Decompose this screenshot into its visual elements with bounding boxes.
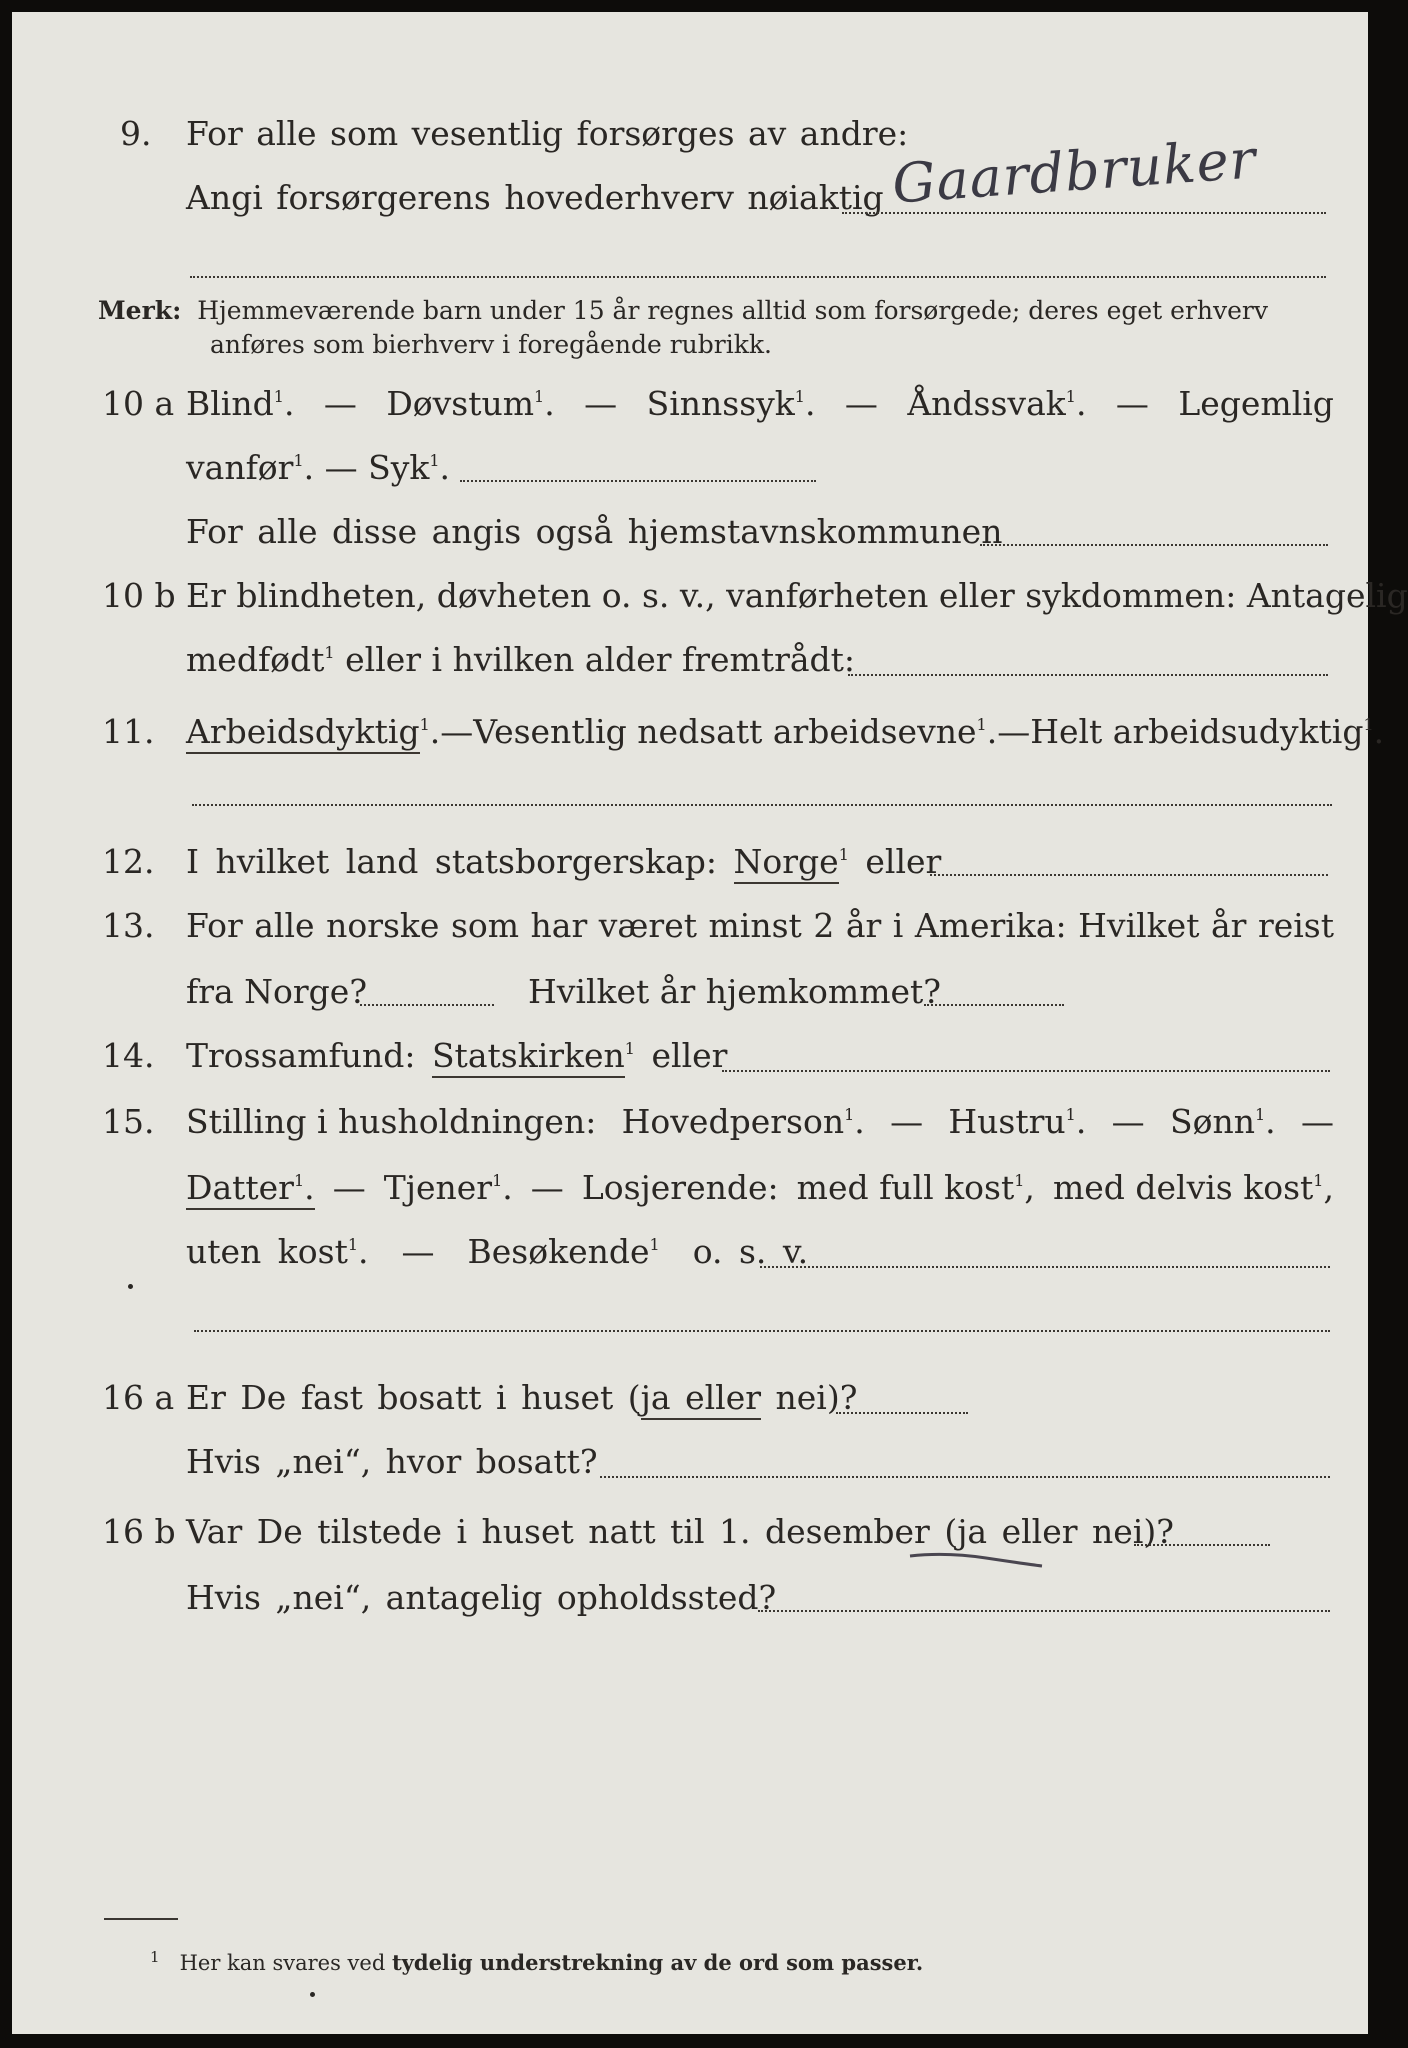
q12-eller: eller	[865, 842, 942, 881]
merk-label: Merk:	[98, 296, 182, 325]
footnote-mark: 1	[534, 387, 545, 406]
hovedperson-label: Hovedperson	[621, 1102, 845, 1141]
q15-stilling: Stilling i husholdningen:	[186, 1102, 597, 1141]
delviskost-label: med delvis kost	[1052, 1168, 1314, 1207]
footnote-mark: 1	[844, 1105, 855, 1124]
medfodt-label: medfødt	[186, 640, 325, 679]
q10b-line2	[186, 640, 855, 680]
q11-opt1: Arbeidsdyktig$^1$.	[186, 712, 440, 752]
tjener-label: Tjener	[383, 1168, 493, 1207]
q16b-pencil-underline	[906, 1548, 1046, 1574]
syk-label: Syk	[368, 448, 430, 487]
q15-datter	[186, 1168, 315, 1208]
q10a-andssvak: Åndssvak$^1$.	[907, 384, 1087, 423]
norge-underlined: Norge	[734, 842, 839, 884]
footnote-mark: 1	[1014, 1171, 1025, 1190]
merk-note-line2: anføres som bierhverv i foregående rubrikk.	[210, 330, 772, 359]
q10a-syk-answer-line	[460, 480, 816, 482]
dash: —	[1300, 1102, 1334, 1141]
ink-speck	[128, 1284, 133, 1289]
dash: —	[332, 1168, 366, 1207]
blind-label: Blind	[186, 384, 274, 423]
q15-line1	[186, 1102, 1334, 1142]
q10b-line1: Er blindheten, døvheten o. s. v., vanførheten eller sykdommen: Antagelig	[186, 576, 1408, 615]
footnote-mark: 1	[794, 387, 805, 406]
q9-handwritten-answer: Gaardbruker	[890, 127, 1259, 216]
dash: —	[997, 712, 1031, 751]
q13-hjemkommet-answer-line	[924, 1004, 1064, 1006]
dash: —	[323, 384, 357, 423]
q10a-dovstum: Døvstum$^1$.	[386, 384, 555, 423]
footnote-mark: 1	[492, 1171, 503, 1190]
dash: —	[1115, 384, 1149, 423]
q15-answer-line	[760, 1266, 1330, 1268]
udyktig-label: Helt arbeidsudyktig	[1030, 712, 1364, 751]
q10b-number: 10 b	[102, 576, 176, 615]
q11-opt3: Helt arbeidsudyktig$^1$.	[1030, 712, 1385, 751]
q16a-text: Er De fast bosatt i huset (	[186, 1378, 641, 1417]
q15-number: 15.	[102, 1102, 155, 1141]
merk-text-1: Hjemmeværende barn under 15 år regnes alltid som forsørgede; deres eget erhverv	[197, 296, 1268, 325]
fullkost-label: med full kost	[796, 1168, 1015, 1207]
q16a-bosatt-answer-line	[600, 1476, 1330, 1478]
q9-extra-line	[190, 276, 1326, 278]
footnote-bold: tydelig understrekning av de ord som passer.	[391, 1950, 924, 1975]
q10a-line1	[186, 384, 1334, 424]
statskirken-underlined: Statskirken	[432, 1036, 625, 1078]
q15-extra-line	[194, 1330, 1330, 1332]
q14-number: 14.	[102, 1036, 155, 1075]
q16a-answer-line	[836, 1412, 968, 1414]
dash: —	[1111, 1102, 1145, 1141]
q15-hustru: Hustru$^1$.	[948, 1102, 1087, 1141]
dash: —	[844, 384, 878, 423]
dash: —	[401, 1232, 435, 1271]
footnote-mark: 1	[347, 1235, 359, 1254]
q16b-answer-line	[1134, 1544, 1270, 1546]
ja-eller-underlined	[641, 1378, 761, 1420]
q10a-line2: vanfør$^1$. — Syk$^1$.	[186, 448, 451, 487]
footnote-mark: 1	[649, 1235, 660, 1254]
andssvak-label: Åndssvak	[907, 384, 1066, 423]
datter-underlined: Datter$^1$.	[186, 1168, 315, 1210]
q10a-line3: For alle disse angis også hjemstavnskommunen	[186, 512, 1003, 551]
osv-label: o. s. v.	[692, 1232, 809, 1271]
ja-label: ja	[640, 1378, 671, 1417]
ink-speck	[310, 1992, 315, 1997]
footnote-mark: 1	[1065, 387, 1076, 406]
q9-line1: For alle som vesentlig forsørges av andre:	[186, 114, 909, 153]
arbeidsdyktig-underlined: Arbeidsdyktig	[186, 712, 420, 754]
footnote-rule	[104, 1918, 178, 1920]
q14-eller: eller	[651, 1036, 728, 1075]
q12-line	[186, 842, 941, 882]
footnote-mark: 1	[838, 845, 849, 864]
q13-number: 13.	[102, 906, 155, 945]
q10a-kommune-answer-line	[980, 544, 1328, 546]
merk-note-line1	[98, 294, 1268, 328]
q15-hovedperson: Hovedperson$^1$.	[621, 1102, 865, 1141]
nedsatt-label: Vesentlig nedsatt arbeidsevne	[473, 712, 977, 751]
q9-number: 9.	[120, 114, 152, 153]
footnote-lead: Her kan svares ved	[179, 1951, 386, 1975]
q13-line1: For alle norske som har været minst 2 år i Amerika: Hvilket år reist	[186, 906, 1334, 945]
sinnssyk-label: Sinnssyk	[646, 384, 795, 423]
q13-line2b: Hvilket år hjemkommet?	[528, 972, 941, 1011]
footnote-mark: 1	[293, 451, 304, 470]
q15-tjener: Tjener$^1$.	[383, 1168, 513, 1207]
footnote-number: 1	[150, 1948, 160, 1966]
losjerende-label: Losjerende:	[581, 1168, 779, 1207]
footnote-mark: 1	[1065, 1105, 1076, 1124]
sonn-label: Sønn	[1169, 1102, 1255, 1141]
q13-line2a: fra Norge?	[186, 972, 368, 1011]
q16b-line2: Hvis „nei“, antagelig opholdssted?	[186, 1578, 777, 1617]
footnote-mark: 1	[429, 451, 440, 470]
q14-answer-line	[722, 1070, 1330, 1072]
footnote	[150, 1942, 923, 1978]
q12-text: I hvilket land statsborgerskap:	[186, 842, 718, 881]
q14-text: Trossamfund:	[186, 1036, 416, 1075]
footnote-mark: 1	[324, 643, 335, 662]
q9-line2: Angi forsørgerens hovederhverv nøiaktig	[186, 178, 884, 217]
dash: —	[890, 1102, 924, 1141]
vanfor-label: vanfør	[186, 448, 294, 487]
footnote-mark: 1	[293, 1171, 305, 1190]
q16a-line1	[186, 1378, 857, 1418]
q12-number: 12.	[102, 842, 155, 881]
q10b-rest: eller i hvilken alder fremtrådt:	[345, 640, 856, 679]
q16b-number: 16 b	[102, 1512, 176, 1551]
footnote-mark: 1	[1363, 715, 1374, 734]
dash: —	[440, 712, 474, 751]
q15-fullkost: med full kost$^1$,	[796, 1168, 1035, 1207]
dovstum-label: Døvstum	[386, 384, 535, 423]
q11-line	[186, 712, 1385, 752]
footnote-mark: 1	[419, 715, 430, 734]
q14-line	[186, 1036, 727, 1076]
q16b-opholdssted-answer-line	[758, 1610, 1330, 1612]
footnote-mark: 1	[273, 387, 284, 406]
q13-reist-answer-line	[360, 1004, 494, 1006]
datter-label: Datter	[186, 1168, 294, 1207]
footnote-mark: 1	[976, 715, 987, 734]
q11-opt2: Vesentlig nedsatt arbeidsevne$^1$.	[473, 712, 998, 751]
q12-answer-line	[930, 874, 1328, 876]
footnote-mark: 1	[1313, 1171, 1324, 1190]
q15-line3: uten kost$^1$. — Besøkende$^1$ o. s. v.	[186, 1232, 809, 1271]
eller-label: eller	[685, 1378, 762, 1417]
q11-extra-line	[192, 804, 1332, 806]
q16a-line2: Hvis „nei“, hvor bosatt?	[186, 1442, 598, 1481]
q16b-line1: Var De tilstede i huset natt til 1. desember (ja eller nei)?	[186, 1512, 1174, 1551]
q16a-text-end: nei)?	[761, 1378, 858, 1417]
q10a-sinnssyk: Sinnssyk$^1$.	[646, 384, 816, 423]
q10a-number: 10 a	[102, 384, 175, 423]
q15-line2	[186, 1168, 1334, 1208]
q16a-number: 16 a	[102, 1378, 175, 1417]
besokende-label: Besøkende	[467, 1232, 650, 1271]
q15-sonn: Sønn$^1$.	[1169, 1102, 1276, 1141]
hustru-label: Hustru	[948, 1102, 1066, 1141]
footnote-mark: 1	[1254, 1105, 1266, 1124]
footnote-mark: 1	[624, 1039, 635, 1058]
legemlig-label: Legemlig	[1178, 384, 1334, 423]
q11-number: 11.	[102, 712, 155, 751]
q15-delviskost: med delvis kost$^1$,	[1052, 1168, 1334, 1207]
dash: —	[324, 448, 358, 487]
dash: —	[584, 384, 618, 423]
q10b-answer-line	[848, 674, 1328, 676]
q10a-blind: Blind$^1$.	[186, 384, 295, 423]
utenkost-label: uten kost	[186, 1232, 348, 1271]
dash: —	[530, 1168, 564, 1207]
census-form-page	[12, 12, 1408, 2034]
